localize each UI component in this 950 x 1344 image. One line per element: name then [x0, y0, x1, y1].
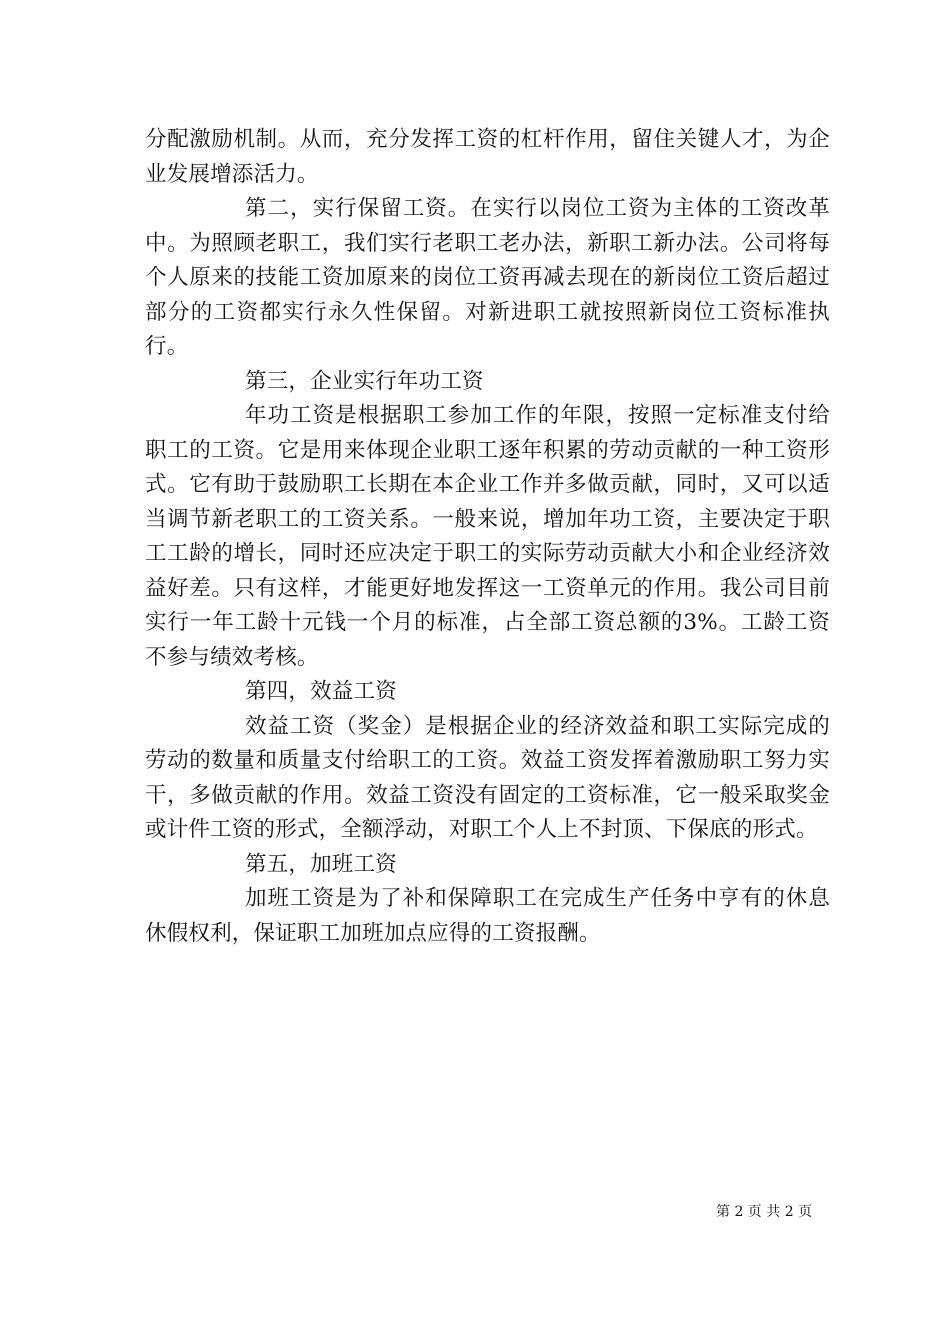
heading-3: 第三，企业实行年功工资	[245, 368, 484, 394]
heading-4: 第四，效益工资	[245, 679, 397, 704]
paragraph-6: 加班工资是为了补和保障职工在完成生产任务中亨有的休息休假权利，保证职工加班加点应得的工资报酬。	[145, 886, 830, 946]
paragraph-2: 第二，实行保留工资。在实行以岗位工资为主体的工资改革中。为照顾老职工，我们实行老职工老办法，新职工新办法。公司将每个人原来的技能工资加原来的岗位工资再减去现在的新岗位工资后超过部分的工资都实行永久性保留。对新进职工就按照新岗位工资标准执行。	[145, 196, 830, 359]
page-number-footer: 第 2 页 共 2 页	[716, 1204, 813, 1220]
heading-5: 第五，加班工资	[245, 851, 397, 877]
paragraph-4: 年功工资是根据职工参加工作的年限，按照一定标准支付给职工的工资。它是用来体现企业职工逐年积累的劳动贡献的一种工资形式。它有助于鼓励职工长期在本企业工作并多做贡献，同时，又可以适当调节新老职工的工资关系。一般来说，增加年功工资，主要决定于职工工龄的增长，同时还应决定于职工的实际劳动贡献大小和企业经济效益好差。只有这样，才能更好地发挥这一工资单元的作用。我公司目前实行一年工龄十元钱一个月的标准，占全部工资总额的3%。工龄工资不参与绩效考核。	[145, 403, 830, 670]
document-body	[145, 123, 830, 951]
paragraph-5: 效益工资（奖金）是根据企业的经济效益和职工实际完成的劳动的数量和质量支付给职工的工资。效益工资发挥着激励职工努力实干，多做贡献的作用。效益工资没有固定的工资标准，它一般采取奖金或计件工资的形式，全额浮动，对职工个人上不封顶、下保底的形式。	[145, 713, 830, 842]
paragraph-1: 分配激励机制。从而，充分发挥工资的杠杆作用，留住关键人才，为企业发展增添活力。	[145, 127, 830, 187]
